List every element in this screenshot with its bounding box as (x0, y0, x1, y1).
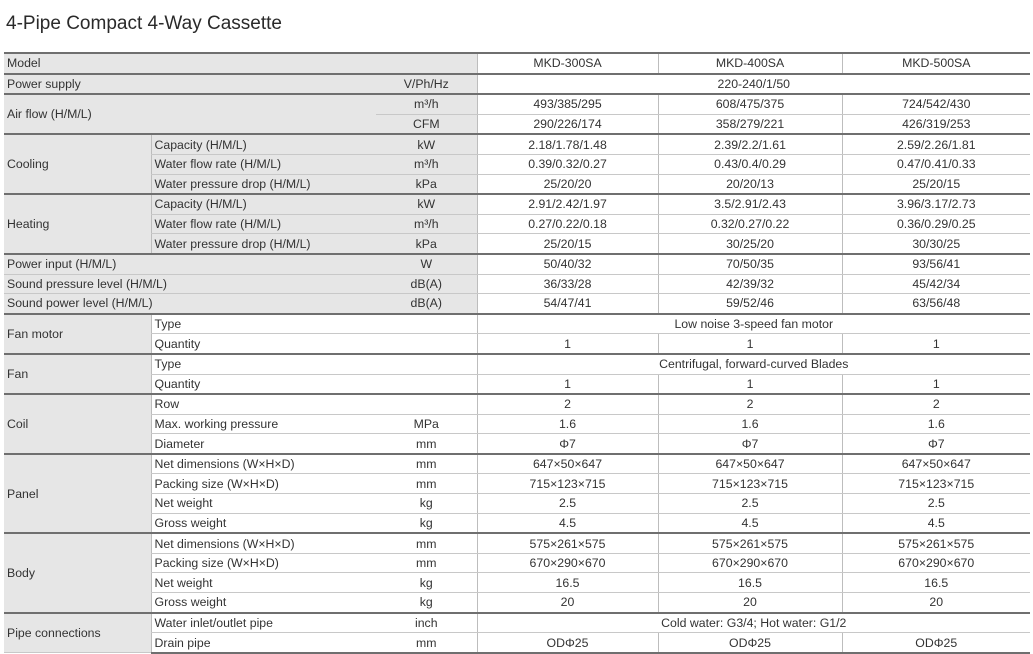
sub-label: Water flow rate (H/M/L) (151, 154, 376, 174)
unit: kg (376, 494, 477, 514)
sub-label: Type (151, 314, 477, 334)
row-power-supply (4, 74, 1030, 95)
pipe-water-value: Cold water: G3/4; Hot water: G1/2 (477, 613, 1030, 633)
unit: W (376, 254, 477, 274)
row-sound-pressure (4, 274, 1030, 294)
row-panel-gross-weight (4, 513, 1030, 533)
cell: 25/20/15 (477, 234, 658, 254)
sound-power-label: Sound power level (H/M/L) (4, 294, 376, 314)
row-fan-motor-type (4, 314, 1030, 334)
cell: 93/56/41 (842, 254, 1030, 274)
cell: 20 (477, 593, 658, 613)
row-cooling-capacity (4, 134, 1030, 154)
cell: 608/475/375 (658, 94, 842, 114)
cell: 1 (842, 374, 1030, 394)
unit: mm (376, 474, 477, 494)
cell: 20/20/13 (658, 174, 842, 194)
row-pipe-water (4, 613, 1030, 633)
unit: m³/h (376, 154, 477, 174)
cell: 1.6 (842, 414, 1030, 434)
row-heating-capacity (4, 194, 1030, 214)
cell: 0.36/0.29/0.25 (842, 214, 1030, 234)
sub-label: Net dimensions (W×H×D) (151, 454, 376, 474)
row-coil-pressure (4, 414, 1030, 434)
cell: 0.27/0.22/0.18 (477, 214, 658, 234)
cell: 59/52/46 (658, 294, 842, 314)
sub-label: Net weight (151, 573, 376, 593)
cell: 3.5/2.91/2.43 (658, 194, 842, 214)
cell: 1 (477, 334, 658, 354)
cell: 670×290×670 (842, 553, 1030, 573)
row-airflow-m3h (4, 94, 1030, 114)
sub-label: Water flow rate (H/M/L) (151, 214, 376, 234)
cell: 493/385/295 (477, 94, 658, 114)
sub-label: Type (151, 354, 477, 374)
power-supply-label: Power supply (4, 74, 376, 95)
cell: 20 (842, 593, 1030, 613)
cell: 715×123×715 (477, 474, 658, 494)
cell: 2.5 (477, 494, 658, 514)
cell: 426/319/253 (842, 114, 1030, 134)
unit: kW (376, 134, 477, 154)
cell: 0.47/0.41/0.33 (842, 154, 1030, 174)
cell: 3.96/3.17/2.73 (842, 194, 1030, 214)
cell: 25/20/20 (477, 174, 658, 194)
unit: dB(A) (376, 274, 477, 294)
row-panel-net-dim (4, 454, 1030, 474)
cell: 16.5 (842, 573, 1030, 593)
unit: mm (376, 434, 477, 454)
cell: 16.5 (477, 573, 658, 593)
sound-pressure-label: Sound pressure level (H/M/L) (4, 274, 376, 294)
sub-label: Drain pipe (151, 633, 376, 653)
cell: 42/39/32 (658, 274, 842, 294)
cell: 2.91/2.42/1.97 (477, 194, 658, 214)
cell: 70/50/35 (658, 254, 842, 274)
unit: kPa (376, 234, 477, 254)
unit: kg (376, 573, 477, 593)
cell: 4.5 (477, 513, 658, 533)
cell: 647×50×647 (658, 454, 842, 474)
page-title: 4-Pipe Compact 4-Way Cassette (6, 13, 282, 34)
cell: 0.43/0.4/0.29 (658, 154, 842, 174)
row-sound-power (4, 294, 1030, 314)
sub-label: Quantity (151, 374, 477, 394)
cell: 724/542/430 (842, 94, 1030, 114)
sub-label: Row (151, 394, 477, 414)
cell: 290/226/174 (477, 114, 658, 134)
heating-label: Heating (4, 194, 151, 254)
sub-label: Packing size (W×H×D) (151, 553, 376, 573)
cell: 575×261×575 (477, 533, 658, 553)
pipe-label: Pipe connections (4, 613, 151, 653)
model-label: Model (4, 53, 477, 74)
unit: mm (376, 454, 477, 474)
cell: 715×123×715 (658, 474, 842, 494)
cell: 2.5 (842, 494, 1030, 514)
unit: kg (376, 593, 477, 613)
cell: 4.5 (658, 513, 842, 533)
sub-label: Net weight (151, 494, 376, 514)
unit: mm (376, 633, 477, 653)
cell: Φ7 (658, 434, 842, 454)
row-heating-drop (4, 234, 1030, 254)
row-panel-pack (4, 474, 1030, 494)
cell: ODΦ25 (477, 633, 658, 653)
fan-type-value: Centrifugal, forward-curved Blades (477, 354, 1030, 374)
row-heating-flow (4, 214, 1030, 234)
coil-label: Coil (4, 394, 151, 454)
cooling-label: Cooling (4, 134, 151, 194)
sub-label: Net dimensions (W×H×D) (151, 533, 376, 553)
row-panel-net-weight (4, 494, 1030, 514)
row-body-gross-weight (4, 593, 1030, 613)
row-pipe-drain (4, 633, 1030, 653)
row-cooling-flow (4, 154, 1030, 174)
row-cooling-drop (4, 174, 1030, 194)
sub-label: Water pressure drop (H/M/L) (151, 234, 376, 254)
cell: 63/56/48 (842, 294, 1030, 314)
unit: inch (376, 613, 477, 633)
cell: 2 (842, 394, 1030, 414)
power-input-label: Power input (H/M/L) (4, 254, 376, 274)
row-body-pack (4, 553, 1030, 573)
power-supply-value: 220-240/1/50 (477, 74, 1030, 95)
cell: 45/42/34 (842, 274, 1030, 294)
airflow-unit: m³/h (376, 94, 477, 114)
row-power-input (4, 254, 1030, 274)
cell: 358/279/221 (658, 114, 842, 134)
sub-label: Quantity (151, 334, 477, 354)
unit: m³/h (376, 214, 477, 234)
cell: Φ7 (842, 434, 1030, 454)
sub-label: Packing size (W×H×D) (151, 474, 376, 494)
cell: 647×50×647 (842, 454, 1030, 474)
unit: dB(A) (376, 294, 477, 314)
cell: 16.5 (658, 573, 842, 593)
cell: ODΦ25 (658, 633, 842, 653)
unit: mm (376, 553, 477, 573)
cell: 30/25/20 (658, 234, 842, 254)
fan-motor-type-value: Low noise 3-speed fan motor (477, 314, 1030, 334)
cell: 36/33/28 (477, 274, 658, 294)
cell: 2.39/2.2/1.61 (658, 134, 842, 154)
cell: 670×290×670 (658, 553, 842, 573)
cell: 647×50×647 (477, 454, 658, 474)
cell: 25/20/15 (842, 174, 1030, 194)
unit: kg (376, 513, 477, 533)
fan-label: Fan (4, 354, 151, 394)
cell: 670×290×670 (477, 553, 658, 573)
cell: Φ7 (477, 434, 658, 454)
unit: MPa (376, 414, 477, 434)
row-model (4, 53, 1030, 74)
cell: 20 (658, 593, 842, 613)
row-coil-diameter (4, 434, 1030, 454)
fan-motor-label: Fan motor (4, 314, 151, 354)
cell: 1 (842, 334, 1030, 354)
cell: 1 (477, 374, 658, 394)
row-fan-motor-qty (4, 334, 1030, 354)
cell: 575×261×575 (842, 533, 1030, 553)
row-fan-type (4, 354, 1030, 374)
airflow-label: Air flow (H/M/L) (4, 94, 376, 134)
cell: 4.5 (842, 513, 1030, 533)
body-label: Body (4, 533, 151, 612)
model-500: MKD-500SA (842, 53, 1030, 74)
cell: ODΦ25 (842, 633, 1030, 653)
model-300: MKD-300SA (477, 53, 658, 74)
cell: 2.59/2.26/1.81 (842, 134, 1030, 154)
row-fan-qty (4, 374, 1030, 394)
cell: 54/47/41 (477, 294, 658, 314)
power-supply-unit: V/Ph/Hz (376, 74, 477, 95)
unit: mm (376, 533, 477, 553)
sub-label: Gross weight (151, 593, 376, 613)
cell: 0.32/0.27/0.22 (658, 214, 842, 234)
sub-label: Diameter (151, 434, 376, 454)
sub-label: Water pressure drop (H/M/L) (151, 174, 376, 194)
unit: kW (376, 194, 477, 214)
row-body-net-dim (4, 533, 1030, 553)
cell: 1 (658, 334, 842, 354)
sub-label: Capacity (H/M/L) (151, 194, 376, 214)
cell: 30/30/25 (842, 234, 1030, 254)
unit: kPa (376, 174, 477, 194)
spec-table (4, 52, 1030, 654)
cell: 715×123×715 (842, 474, 1030, 494)
cell: 575×261×575 (658, 533, 842, 553)
cell: 50/40/32 (477, 254, 658, 274)
model-400: MKD-400SA (658, 53, 842, 74)
cell: 0.39/0.32/0.27 (477, 154, 658, 174)
row-body-net-weight (4, 573, 1030, 593)
panel-label: Panel (4, 454, 151, 533)
cell: 2 (658, 394, 842, 414)
row-coil-row (4, 394, 1030, 414)
cell: 1.6 (658, 414, 842, 434)
cell: 1.6 (477, 414, 658, 434)
sub-label: Gross weight (151, 513, 376, 533)
sub-label: Capacity (H/M/L) (151, 134, 376, 154)
sub-label: Water inlet/outlet pipe (151, 613, 376, 633)
cell: 2 (477, 394, 658, 414)
cell: 2.5 (658, 494, 842, 514)
cell: 1 (658, 374, 842, 394)
cell: 2.18/1.78/1.48 (477, 134, 658, 154)
airflow-unit: CFM (376, 114, 477, 134)
sub-label: Max. working pressure (151, 414, 376, 434)
